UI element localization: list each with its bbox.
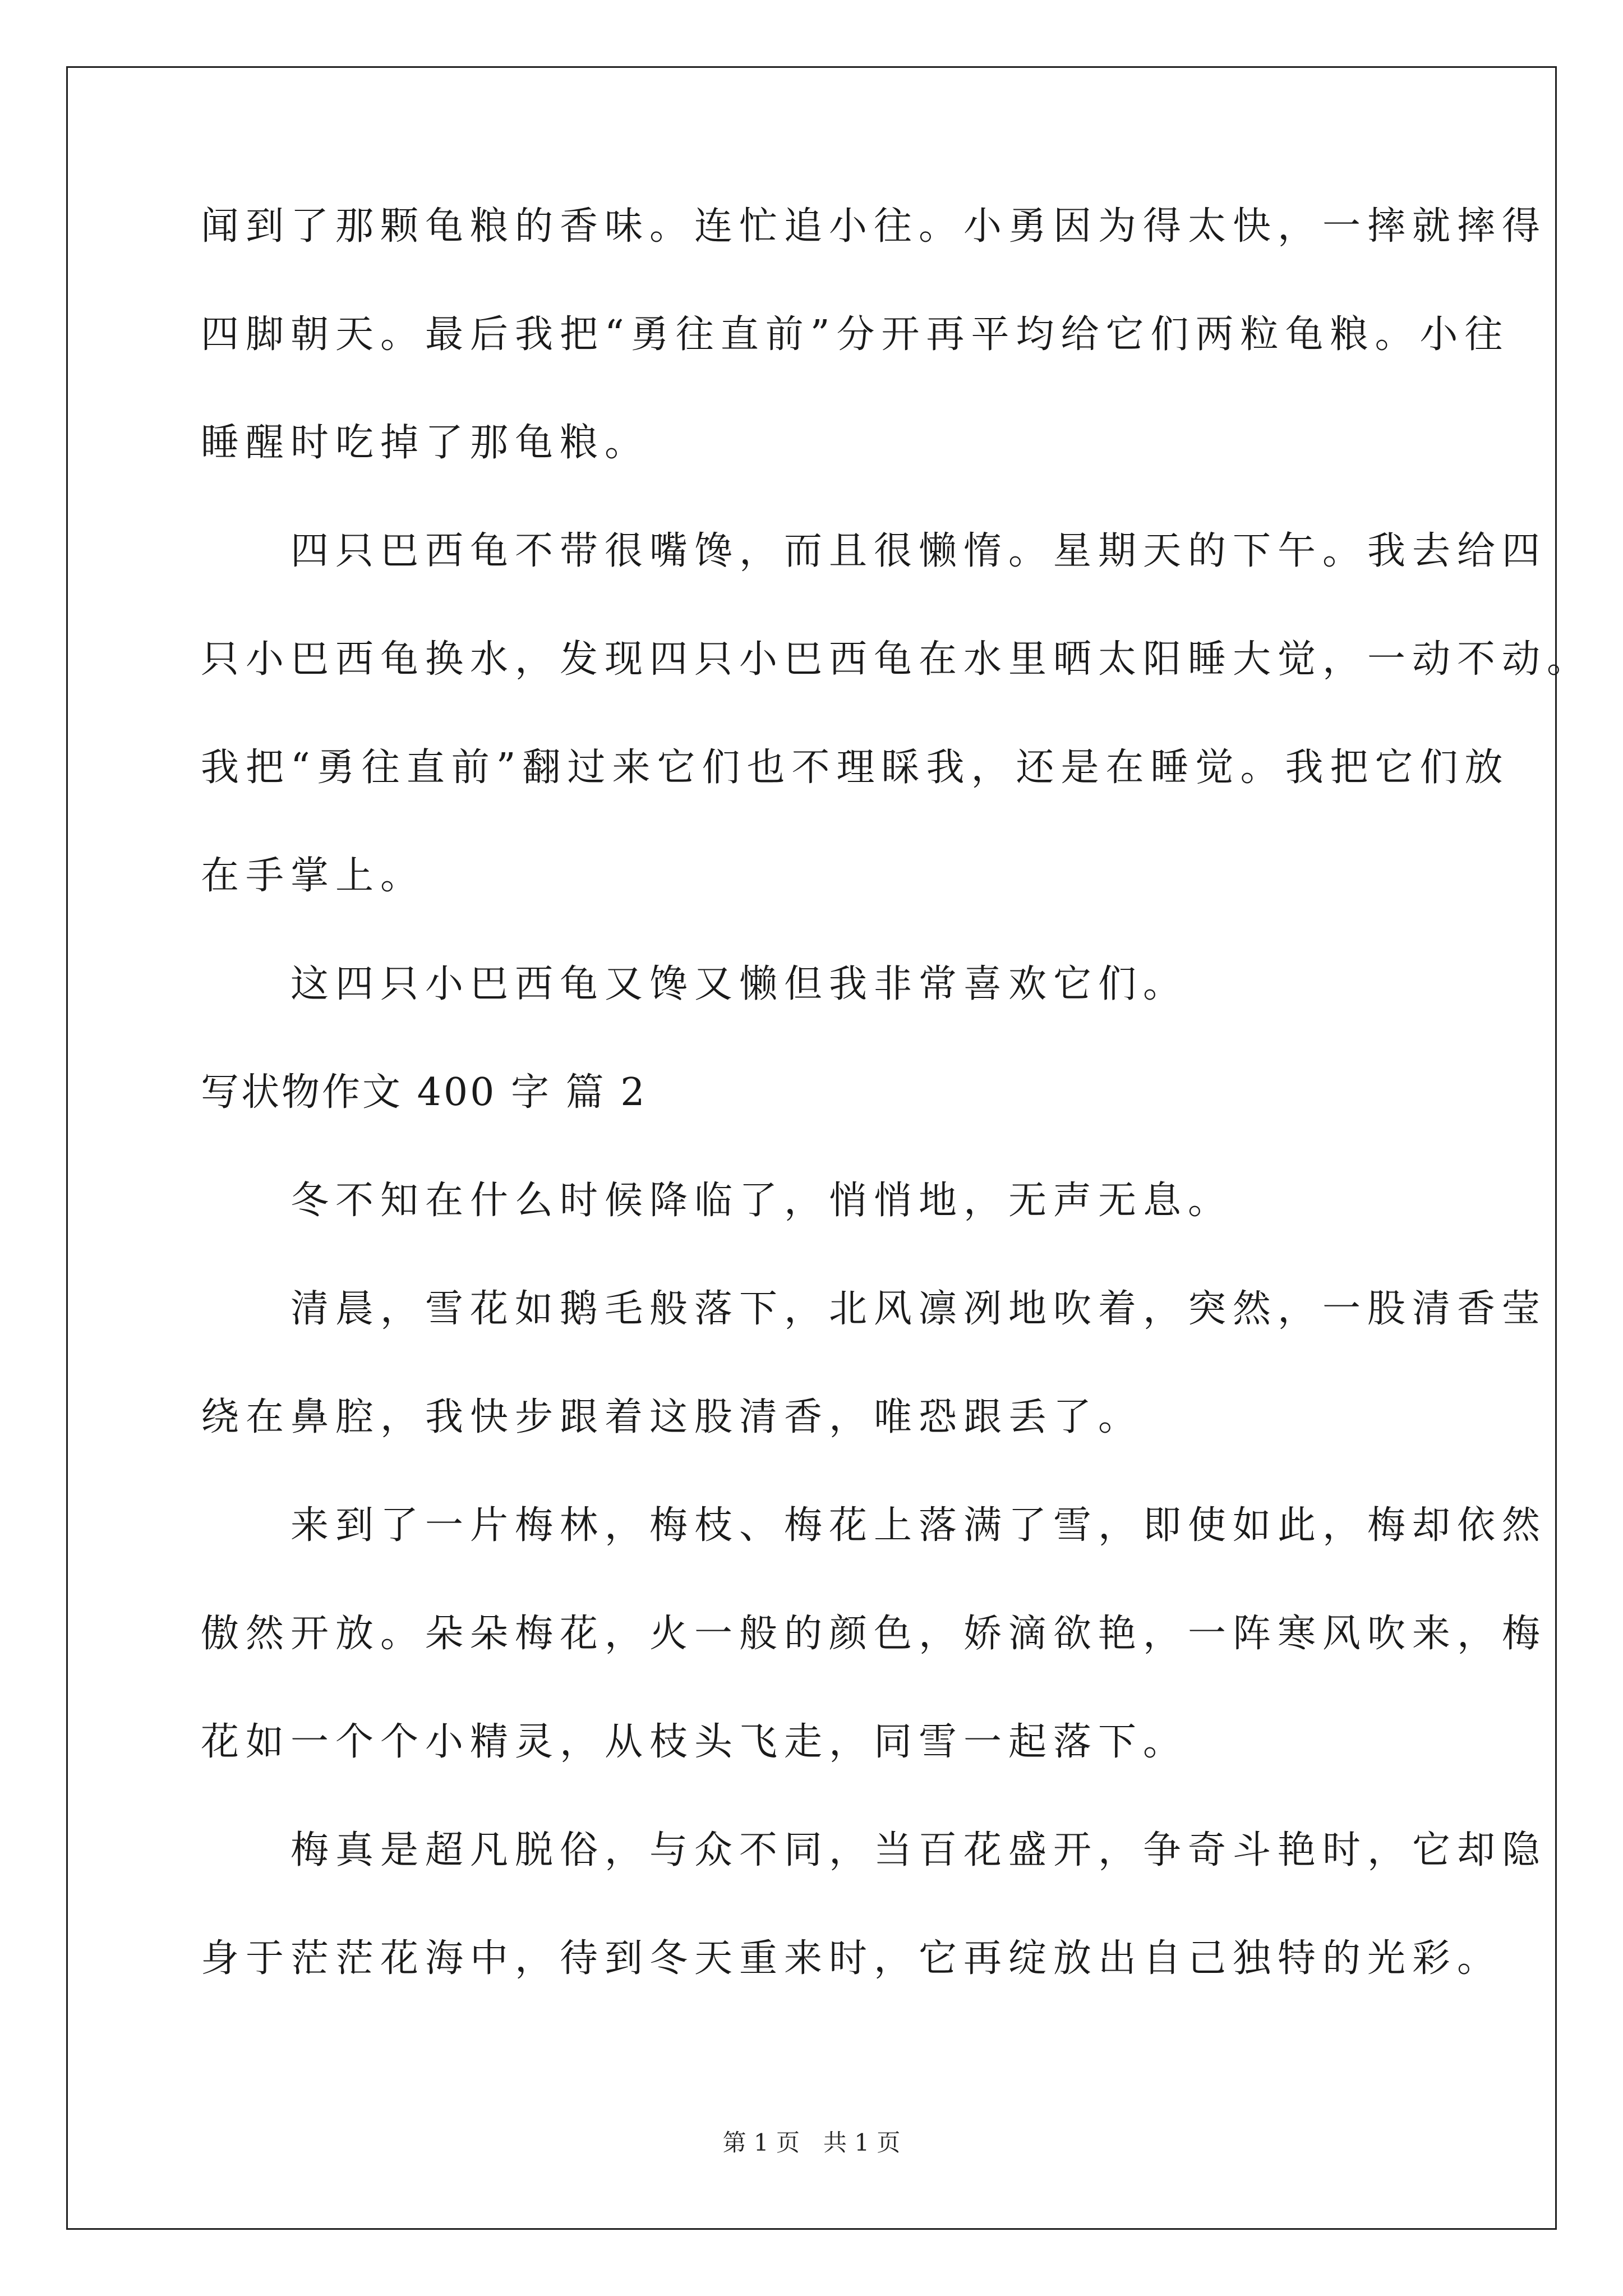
text-line: 闻到了那颗龟粮的香味。连忙追小往。小勇因为得太快，一摔就摔得 — [201, 204, 1547, 249]
text-line: 只小巴西龟换水，发现四只小巴西龟在水里晒太阳睡大觉，一动不动。 — [201, 637, 1592, 682]
text-line: 睡醒时吃掉了那龟粮。 — [201, 421, 650, 465]
text-line: 在手掌上。 — [201, 854, 426, 898]
text-line: 四只巴西龟不带很嘴馋，而且很懒惰。星期天的下午。我去给四 — [201, 529, 1547, 573]
text-line: 四脚朝天。最后我把“勇往直前”分开再平均给它们两粒龟粮。小往 — [201, 312, 1510, 357]
text-line: 傲然开放。朵朵梅花，火一般的颜色，娇滴欲艳，一阵寒风吹来，梅 — [201, 1612, 1547, 1656]
text-line: 清晨，雪花如鹅毛般落下，北风凛冽地吹着，突然，一股清香莹 — [201, 1287, 1547, 1331]
text-line: 这四只小巴西龟又馋又懒但我非常喜欢它们。 — [201, 962, 1188, 1006]
text-line: 梅真是超凡脱俗，与众不同，当百花盛开，争奇斗艳时，它却隐 — [201, 1828, 1547, 1872]
section-heading: 写状物作文 400 字 篇 2 — [201, 1070, 647, 1115]
text-line: 花如一个个小精灵，从枝头飞走，同雪一起落下。 — [201, 1720, 1188, 1764]
text-line: 我把“勇往直前”翻过来它们也不理睬我，还是在睡觉。我把它们放 — [201, 746, 1510, 790]
text-line: 绕在鼻腔，我快步跟着这股清香，唯恐跟丢了。 — [201, 1395, 1144, 1439]
page-footer: 第 1 页 共 1 页 — [722, 2129, 901, 2156]
text-line: 来到了一片梅林，梅枝、梅花上落满了雪，即使如此，梅却依然 — [201, 1503, 1547, 1548]
page-border — [66, 66, 1557, 2230]
text-line: 冬不知在什么时候降临了，悄悄地，无声无息。 — [201, 1179, 1233, 1223]
text-line: 身于茫茫花海中，待到冬天重来时，它再绽放出自己独特的光彩。 — [201, 1936, 1502, 1981]
